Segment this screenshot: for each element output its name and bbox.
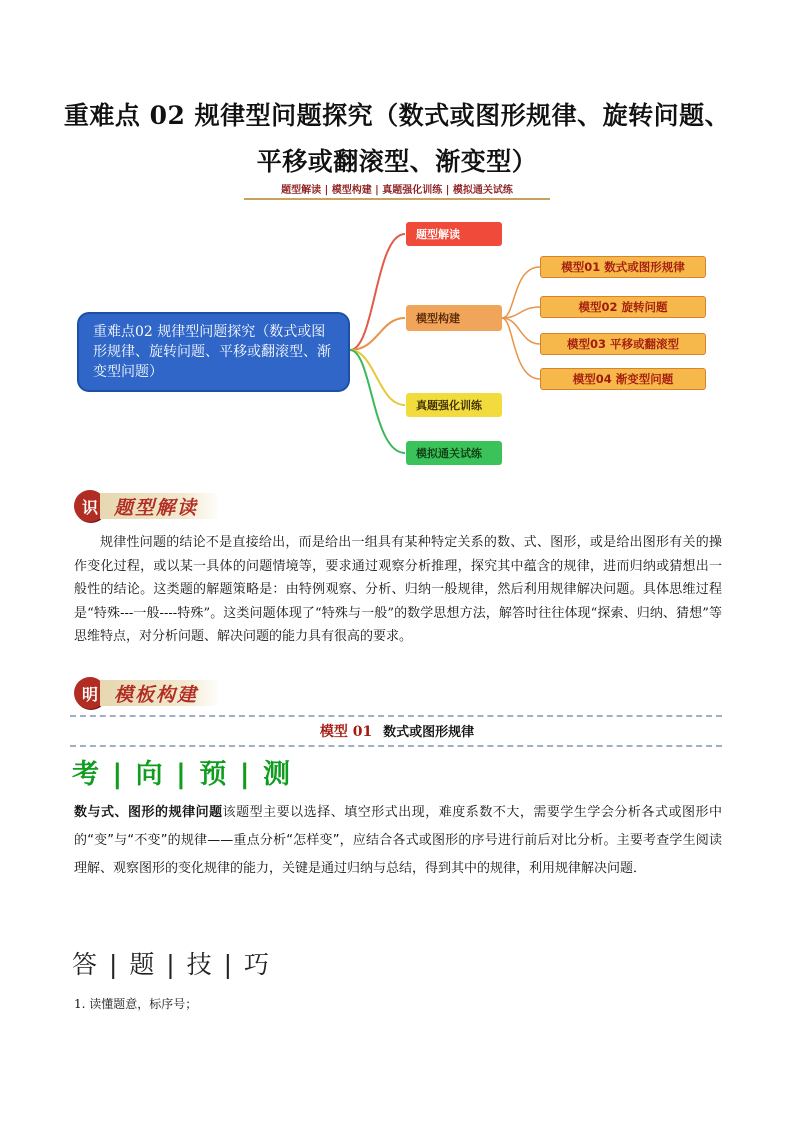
- model-heading: [0, 721, 794, 741]
- mindmap-model-1: 模型01 数式或图形规律: [540, 256, 706, 278]
- section-heading: 模板构建: [100, 680, 220, 706]
- forecast-paragraph: [74, 799, 722, 883]
- interpretation-paragraph: 规律性问题的结论不是直接给出，而是给出一组具有某种特定关系的数、式、图形，或是给出图形有关的操作变化过程，或以某一具体的问题情境等，要求通过观察分析推理，探究其中蕴含的规律，进而归纳或猜想出一般性的结论。这类题的解题策略是：由特例观察、分析、归纳一般规律，然后利用规律解决问题。具体思维过程是“特殊---一般----特殊”。这类问题体现了“特殊与一般”的数学思想方法，解答时往往体现“探索、归纳、猜想”等思维特点，对分析问题、解决问题的能力具有很高的要求。: [74, 535, 722, 644]
- forecast-text: 该题型主要以选择、填空形式出现，难度系数不大，需要学生学会分析各式或图形中的“变”与“不变”的规律——重点分析“怎样变”，应结合各式或图形的序号进行前后对比分析。主要考查学生阅读理解、观察图形的变化规律的能力，关键是通过归纳与总结，得到其中的规律，利用规律解决问题．: [74, 805, 722, 876]
- divider-bottom: [70, 745, 722, 747]
- mindmap-center-node: 重难点02 规律型问题探究（数式或图形规律、旋转问题、平移或翻滚型、渐变型问题）: [77, 312, 350, 392]
- divider-top: [70, 715, 722, 717]
- mindmap-model-4: 模型04 渐变型问题: [540, 368, 706, 390]
- section-header-interpretation: [74, 489, 220, 523]
- mindmap-model-3: 模型03 平移或翻滚型: [540, 333, 706, 355]
- mindmap-branch-2: 模型构建: [406, 305, 502, 331]
- model-number: 01: [352, 724, 373, 740]
- mindmap-branch-4: 模拟通关试练: [406, 441, 502, 465]
- section-heading: 题型解读: [100, 493, 220, 519]
- forecast-lead: 数与式、图形的规律问题: [74, 805, 223, 820]
- subtitle-nav: 题型解读 | 模型构建 | 真题强化训练 | 模拟通关试练: [244, 184, 550, 200]
- mindmap-connectors: [0, 0, 794, 480]
- section-badge-icon: 识: [74, 490, 106, 522]
- mindmap-model-2: 模型02 旋转问题: [540, 296, 706, 318]
- model-title: 数式或图形规律: [383, 725, 475, 740]
- section-badge-icon: 明: [74, 677, 106, 709]
- page-title-line-1: 重难点 02 规律型问题探究（数式或图形规律、旋转问题、: [63, 101, 731, 130]
- mindmap-branch-3: 真题强化训练: [406, 393, 502, 417]
- page-title-line-2: 平移或翻滚型、渐变型）: [256, 147, 538, 176]
- tips-heading: 答 | 题 | 技 | 巧: [72, 950, 271, 979]
- mindmap-branch-1: 题型解读: [406, 222, 502, 246]
- section-header-template: [74, 676, 220, 710]
- model-prefix: 模型: [319, 724, 348, 740]
- forecast-heading: 考 | 向 | 预 | 测: [72, 759, 292, 790]
- tips-item-1: 1. 读懂题意，标序号；: [74, 997, 198, 1011]
